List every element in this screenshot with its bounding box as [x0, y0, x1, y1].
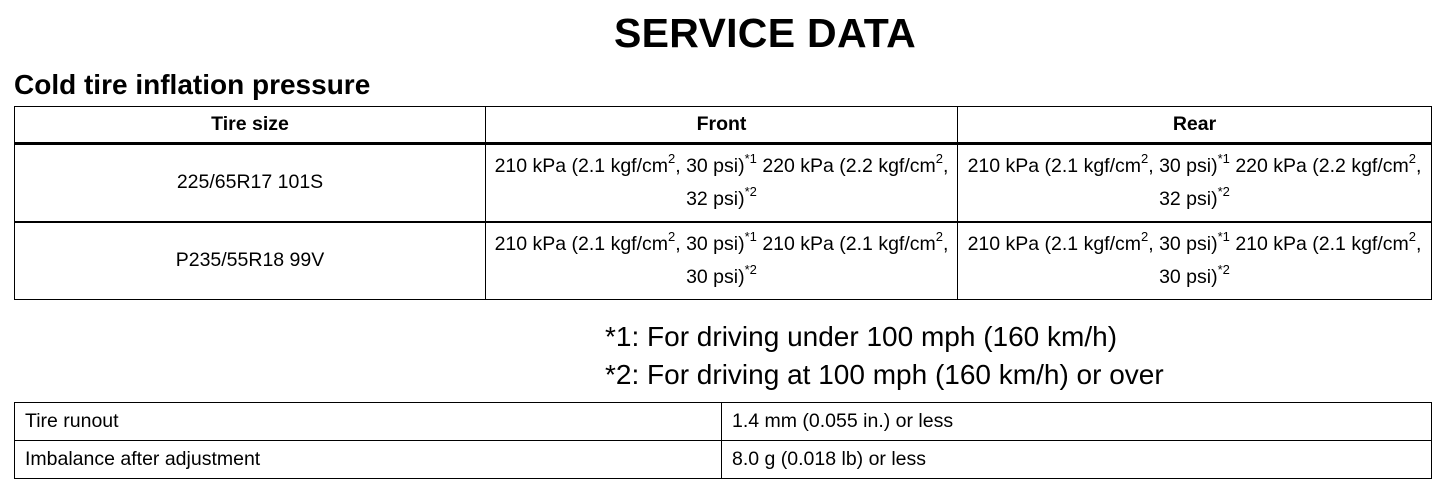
spec-label: Imbalance after adjustment [15, 441, 722, 479]
pressure-text: , 32 psi) [686, 154, 949, 210]
footnote-2: *2: For driving at 100 mph (160 km/h) or over [605, 359, 1164, 390]
footnote-1: *1: For driving under 100 mph (160 km/h) [605, 321, 1118, 352]
footnote-marker: *2 [1217, 183, 1230, 199]
footnote-marker: *1 [744, 228, 757, 244]
table-row [15, 441, 1432, 479]
tire-size-cell: 225/65R17 101S [15, 144, 486, 222]
tire-pressure-table [14, 106, 1432, 300]
tire-spec-table [14, 402, 1432, 479]
pressure-text: , 30 psi) [1159, 232, 1422, 288]
column-header-front: Front [486, 107, 958, 144]
table-row [15, 403, 1432, 441]
pressure-text: 210 kPa (2.1 kgf/cm [967, 232, 1141, 255]
footnote-marker: *2 [1217, 261, 1230, 277]
tire-size-cell: P235/55R18 99V [15, 222, 486, 300]
pressure-text: , 30 psi) [1148, 232, 1218, 255]
pressure-text: 210 kPa (2.1 kgf/cm [494, 232, 668, 255]
spec-value: 8.0 g (0.018 lb) or less [722, 441, 1432, 479]
column-header-rear: Rear [958, 107, 1432, 144]
front-pressure-cell [486, 144, 958, 222]
rear-pressure-cell [958, 222, 1432, 300]
pressure-text: 220 kPa (2.2 kgf/cm [1229, 154, 1409, 177]
unit-exponent: 2 [1141, 150, 1149, 166]
unit-exponent: 2 [1141, 228, 1149, 244]
front-pressure-cell [486, 222, 958, 300]
pressure-text: , 30 psi) [686, 232, 949, 288]
pressure-text: 210 kPa (2.1 kgf/cm [494, 154, 668, 177]
table-row [15, 222, 1432, 300]
footnote-marker: *1 [744, 150, 757, 166]
unit-exponent: 2 [935, 228, 943, 244]
spec-label: Tire runout [15, 403, 722, 441]
pressure-text: 220 kPa (2.2 kgf/cm [756, 154, 936, 177]
pressure-text: 210 kPa (2.1 kgf/cm [756, 232, 936, 255]
table-row [15, 144, 1432, 222]
table-header-row [15, 107, 1432, 144]
pressure-text: 210 kPa (2.1 kgf/cm [1229, 232, 1409, 255]
footnotes [605, 318, 1164, 394]
rear-pressure-cell [958, 144, 1432, 222]
footnote-marker: *2 [744, 261, 757, 277]
unit-exponent: 2 [1408, 228, 1416, 244]
spec-value: 1.4 mm (0.055 in.) or less [722, 403, 1432, 441]
pressure-text: , 30 psi) [675, 154, 745, 177]
pressure-text: , 30 psi) [1148, 154, 1218, 177]
pressure-text: 210 kPa (2.1 kgf/cm [967, 154, 1141, 177]
pressure-text: , 30 psi) [675, 232, 745, 255]
footnote-marker: *1 [1217, 150, 1230, 166]
column-header-tire-size: Tire size [15, 107, 486, 144]
footnote-marker: *2 [744, 183, 757, 199]
unit-exponent: 2 [1408, 150, 1416, 166]
pressure-text: , 32 psi) [1159, 154, 1422, 210]
unit-exponent: 2 [668, 150, 676, 166]
footnote-marker: *1 [1217, 228, 1230, 244]
unit-exponent: 2 [935, 150, 943, 166]
page-title: SERVICE DATA [613, 10, 917, 56]
section-heading: Cold tire inflation pressure [14, 69, 371, 100]
unit-exponent: 2 [668, 228, 676, 244]
